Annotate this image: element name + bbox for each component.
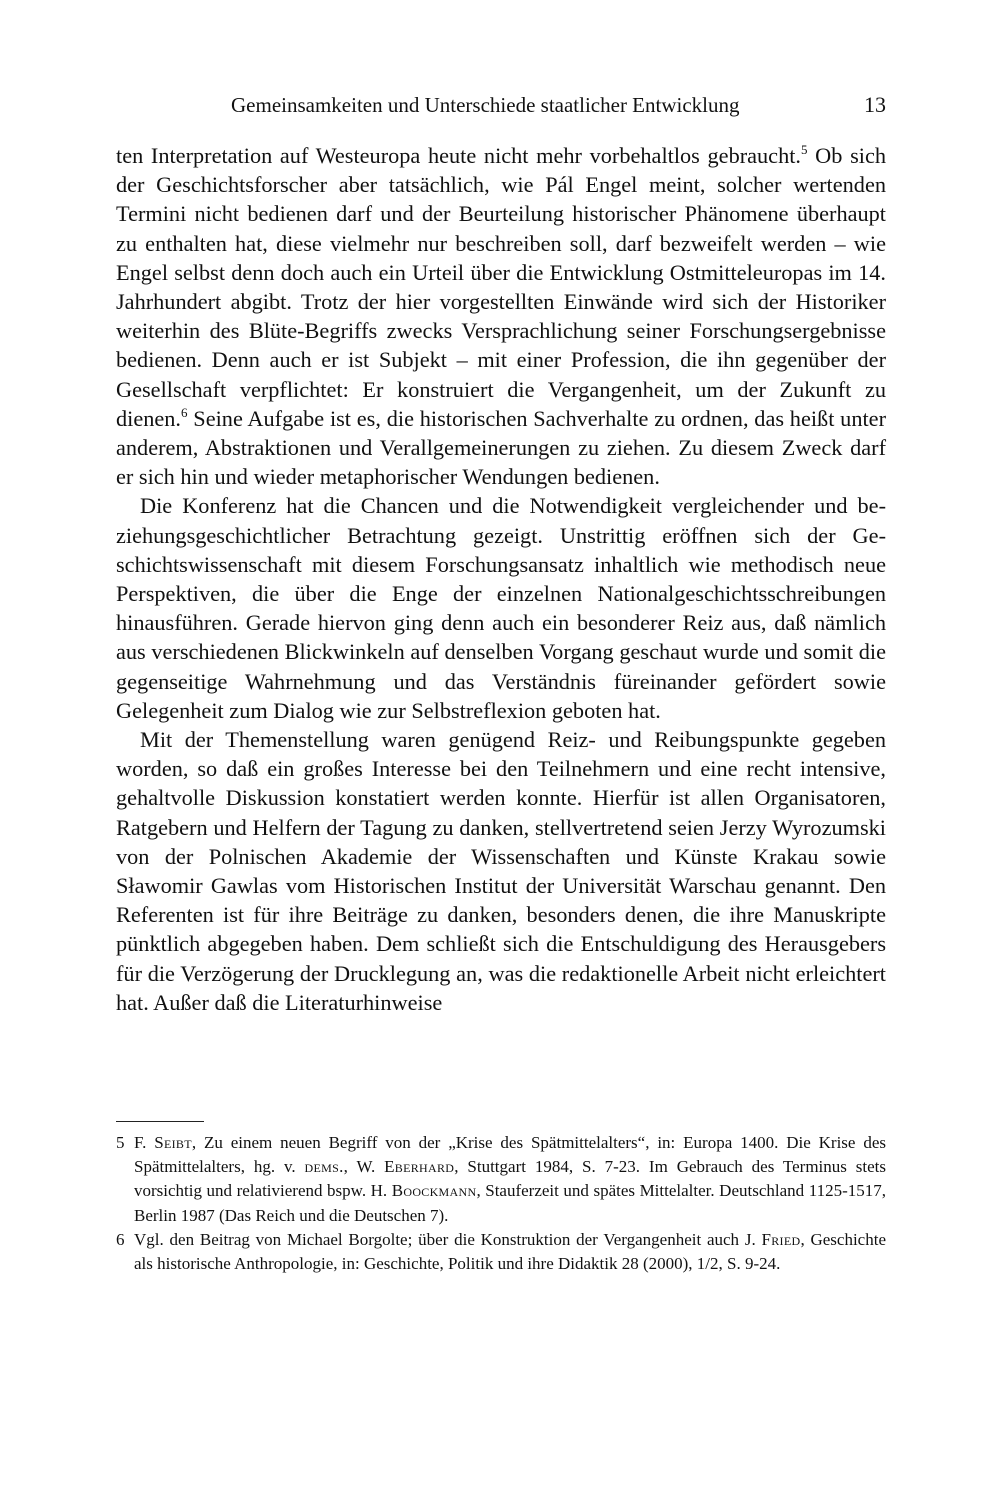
footnotes: [116, 1131, 886, 1276]
footnote: [116, 1228, 886, 1276]
paragraph-text: ten Interpretation auf Westeuropa heute nicht mehr vorbehaltlos gebraucht.: [116, 143, 801, 168]
author-name: Boockmann: [391, 1181, 477, 1201]
paragraph: Die Konferenz hat die Chancen und die Notwendigkeit vergleichender und beziehungsgeschichtlicher Betrachtung gezeigt. Unstrittig eröffnen sich der Geschichtswissenschaft mit diesem Forschungsansatz inhaltlich wie methodisch neue Perspektiven, die über die Enge der einzelnen Nationalgeschichtsschreibungen hinausführen. Gerade hiervon ging denn auch ein besonderer Reiz aus, daß nämlich aus verschiedenen Blickwinkeln auf denselben Vorgang geschaut wurde und somit die gegenseitige Wahrnehmung und das Verständnis füreinander gefördert sowie Gelegenheit zum Dialog wie zur Selbstreflexion geboten hat.: [116, 493, 886, 723]
author-name: Fried: [761, 1229, 801, 1249]
footnote-text: , Stauferzeit und spätes Mittelalter. Deutschland 1125-1517, Berlin 1987 (Das Reich und die Deutschen 7).: [134, 1181, 886, 1225]
footnote-text: , W.: [343, 1157, 385, 1177]
author-name: Eberhard: [384, 1157, 455, 1177]
paragraph: Mit der Themenstellung waren genügend Reiz- und Reibungspunkte gegeben worden, so daß ein großes Interesse bei den Teilnehmern und eine recht intensive, gehaltvolle Diskussion konstatiert werden konnte. Hierfür ist allen Organisatoren, Ratgebern und Helfern der Tagung zu danken, stellvertretend seien Jerzy Wyrozumski von der Polnischen Akademie der Wissenschaften und Künste Krakau sowie Sławomir Gawlas vom Historischen Institut der Universität Warschau genannt. Den Referenten ist für ihre Beiträge zu danken, besonders denen, die ihre Manuskripte pünktlich abgegeben haben. Dem schließt sich die Entschuldigung des Herausgebers für die Verzögerung der Drucklegung an, was die redaktionelle Arbeit nicht erleichtert hat. Außer daß die Literaturhinweise: [116, 727, 886, 1015]
body-text: [116, 141, 886, 1017]
author-name: Seibt: [154, 1133, 192, 1152]
paragraph-text: Seine Aufgabe ist es, die historischen Sachverhalte zu ordnen, das heißt unter anderem, Abstraktionen und Verallgemeinerungen zu ziehen. Zu diesem Zweck darf er sich hin und wieder metaphorischer Wendungen bedienen.: [116, 405, 886, 490]
running-head: Gemeinsamkeiten und Unterschiede staatlicher Entwicklung: [231, 93, 740, 117]
footnote-text: Vgl. den Beitrag von Michael Borgolte; über die Konstruktion der Vergangenheit auch J.: [134, 1229, 762, 1249]
paragraph-text: Ob sich der Geschichtsforscher aber tatsächlich, wie Pál Engel meint, solcher wertenden Termini nicht bedienen darf und der Beurteilung historischer Phänomene überhaupt zu enthalten hat, diese vielmehr nur beschreiben soll, darf bezweifelt werden – wie Engel selbst denn doch auch ein Urteil über die Entwicklung Ostmitteleuropas im 14. Jahrhundert abgibt. Trotz der hier vorgestellten Einwände wird sich der Historiker weiterhin des Blüte-Begriffs zwecks Versprachlichung seiner Forschungsergebnisse bedienen. Denn auch er ist Subjekt – mit einer Profession, die ihn gegenüber der Gesellschaft verpflichtet: Er konstruiert die Vergangenheit, um der Zukunft zu dienen.: [116, 143, 886, 431]
footnote-ref: 6: [181, 404, 188, 420]
author-name: dems.: [304, 1157, 344, 1177]
footnote-text: , Stuttgart 1984, S. 7-23. Im Gebrauch des Terminus stets vorsichtig und relativierend bspw. H.: [134, 1157, 886, 1201]
footnote: [116, 1131, 886, 1228]
footnote-text: , Geschichte als historische Anthropologie, in: Geschichte, Politik und ihre Didaktik 28 (2000), 1/2, S. 9-24.: [134, 1229, 886, 1274]
paragraph: [116, 141, 886, 491]
footnote-divider: [116, 1121, 204, 1122]
footnote-number: 5: [116, 1133, 125, 1152]
footnote-text: F.: [134, 1133, 155, 1152]
footnote-ref: 5: [801, 142, 808, 157]
footnote-text: , Zu einem neuen Begriff von der „Krise des Spätmittelalters“, in: Europa 1400. Die Krise des Spätmittelalters, hg. v.: [134, 1133, 887, 1177]
page-header: [0, 90, 886, 120]
footnote-number: 6: [116, 1229, 125, 1249]
page-number: 13: [864, 92, 886, 117]
